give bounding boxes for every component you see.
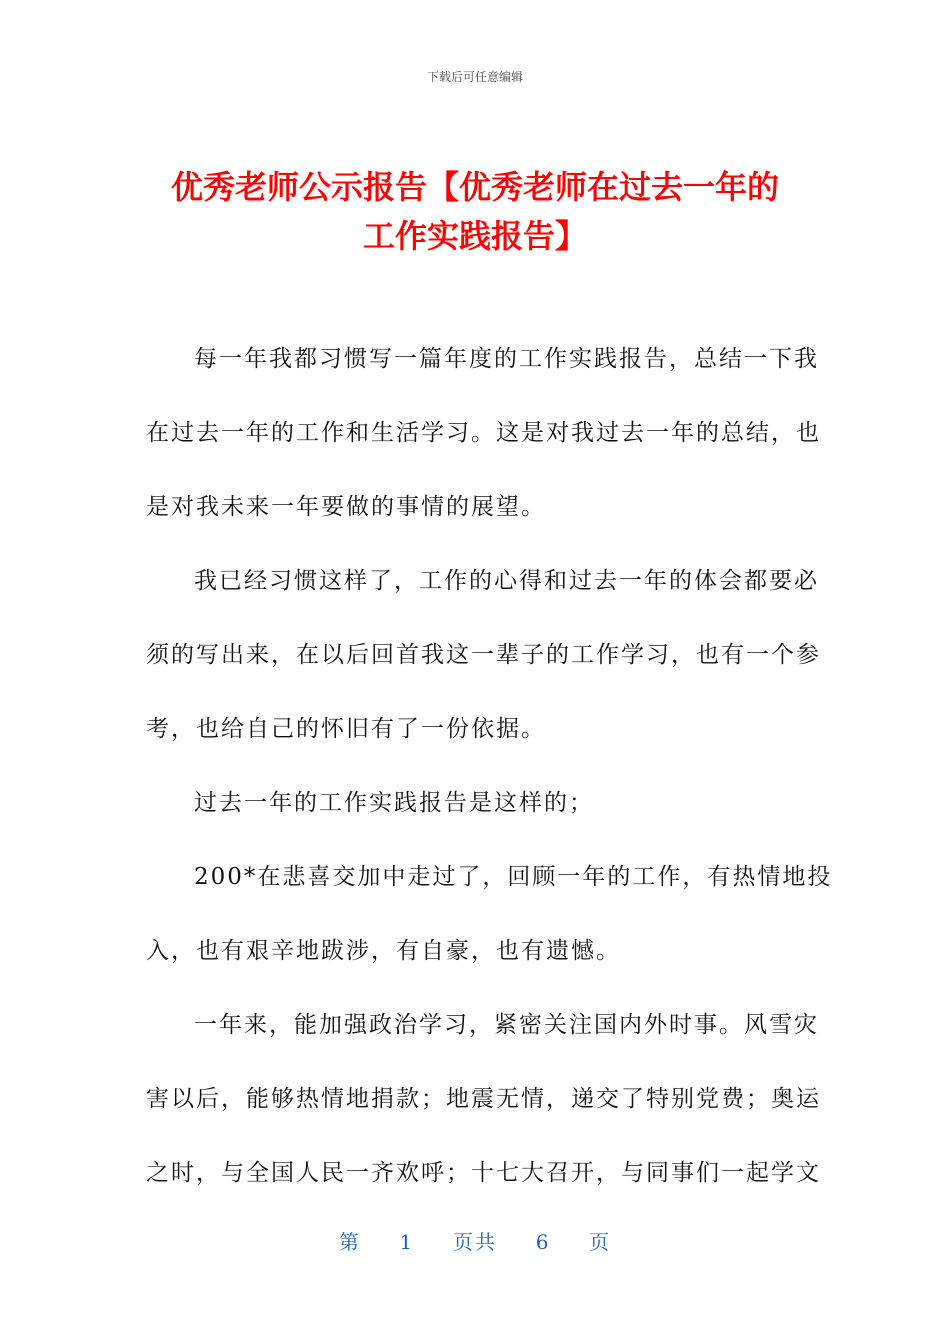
text-line: 考，也给自己的怀旧有了一份依据。 [146,716,546,742]
page-prefix: 第 [338,1230,361,1254]
page-middle: 页共 [453,1230,497,1254]
title-line-2: 工作实践报告】 [362,217,587,256]
paragraph-5 [146,988,821,1210]
text-line: 之时，与全国人民一齐欢呼；十七大召开，与同事们一起学文 [146,1160,821,1186]
page-number: 1 [399,1230,415,1254]
paragraph-1 [146,322,821,544]
total-pages: 6 [535,1230,551,1254]
paragraph-2 [146,544,821,766]
paragraph-3 [146,766,796,840]
text-line: 在过去一年的工作和生活学习。这是对我过去一年的总结，也 [146,420,821,446]
header-note: 下载后可任意编辑 [426,70,523,84]
text-line: 须的写出来，在以后回首我这一辈子的工作学习，也有一个参 [146,642,821,668]
page-suffix: 页 [589,1230,612,1254]
text-line: 过去一年的工作实践报告是这样的； [194,790,594,816]
text-line: 一年来，能加强政治学习，紧密关注国内外时事。风雪灾 [194,1012,819,1038]
document-title [130,163,820,261]
text-line: 每一年我都习惯写一篇年度的工作实践报告，总结一下我 [194,346,819,372]
page-footer [0,1226,950,1255]
title-line-1: 优秀老师公示报告【优秀老师在过去一年的 [170,168,779,207]
text-line: 是对我未来一年要做的事情的展望。 [146,494,546,520]
text-line: 200*在悲喜交加中走过了，回顾一年的工作，有热情地投 [194,864,833,890]
text-line: 我已经习惯这样了，工作的心得和过去一年的体会都要必 [194,568,819,594]
text-line: 入，也有艰辛地跋涉，有自豪，也有遗憾。 [146,938,621,964]
text-line: 害以后，能够热情地捐款；地震无情，递交了特别党费；奥运 [146,1086,821,1112]
document-body [146,322,833,1210]
paragraph-4 [146,840,833,988]
